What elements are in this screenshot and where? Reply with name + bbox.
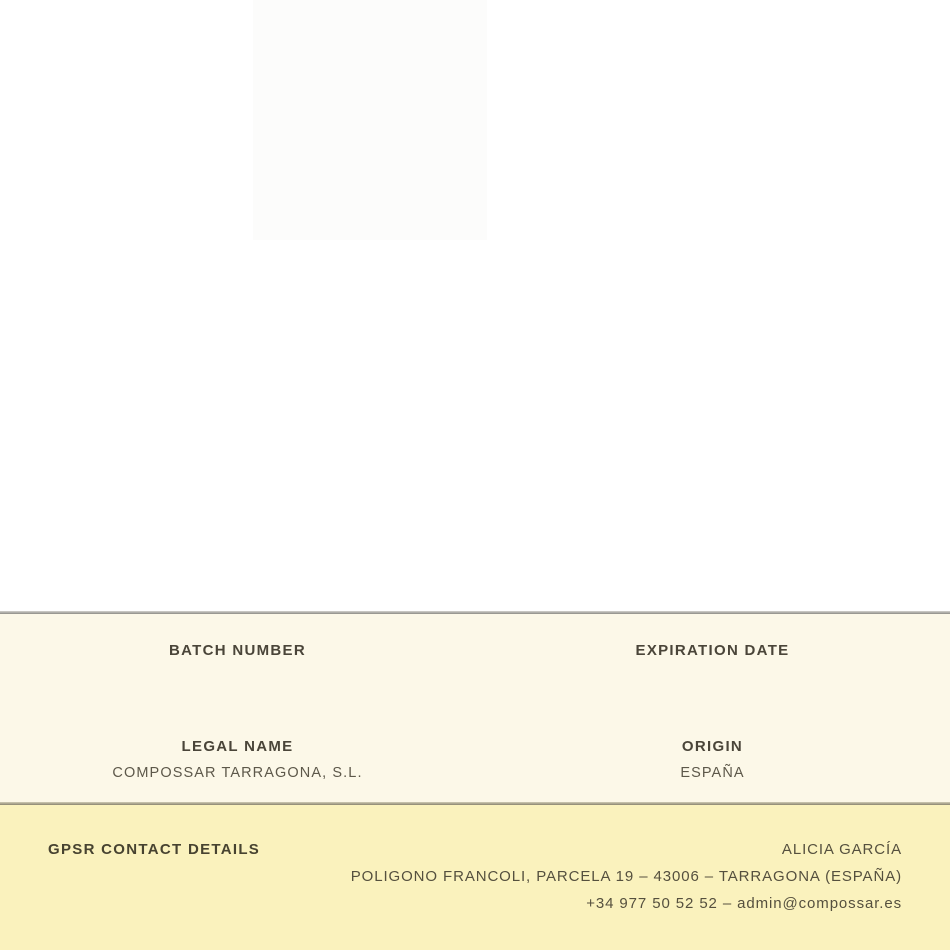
- gpsr-contact-heading: GPSR CONTACT DETAILS: [48, 841, 261, 858]
- info-band: [0, 614, 950, 802]
- contact-address: POLIGONO FRANCOLI, PARCELA 19 – 43006 – TARRAGONA (ESPAÑA): [350, 868, 902, 885]
- origin-field: [475, 738, 950, 782]
- batch-number-field: [0, 642, 475, 686]
- expiration-date-field: [475, 642, 950, 686]
- origin-label: ORIGIN: [681, 738, 744, 755]
- expiration-date-value: [475, 669, 950, 686]
- legal-name-value: COMPOSSAR TARRAGONA, S.L.: [112, 765, 363, 781]
- origin-value: ESPAÑA: [680, 765, 745, 781]
- contact-phone-email: +34 977 50 52 52 – admin@compossar.es: [586, 895, 902, 912]
- expiration-date-label: EXPIRATION DATE: [635, 642, 790, 659]
- faint-product-artwork: [253, 0, 487, 240]
- contact-person-name: ALICIA GARCÍA: [781, 841, 902, 858]
- gpsr-contact-band: [0, 805, 950, 950]
- batch-number-value: [0, 669, 475, 686]
- batch-number-label: BATCH NUMBER: [169, 642, 306, 659]
- legal-name-label: LEGAL NAME: [181, 738, 294, 755]
- gpsr-contact-lines: [260, 841, 902, 922]
- legal-name-field: [0, 738, 475, 782]
